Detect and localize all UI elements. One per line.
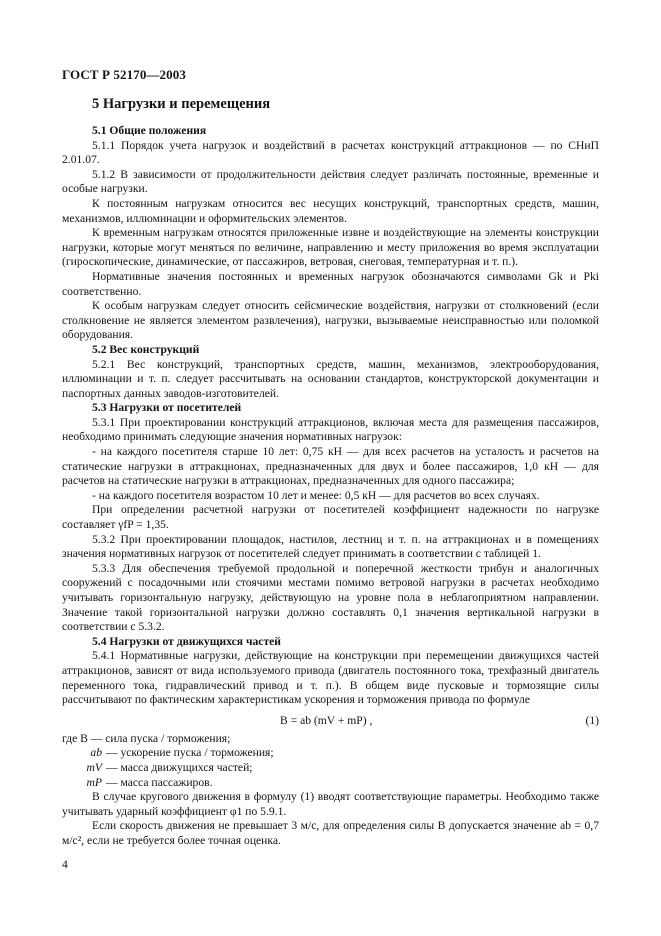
list-item: - на каждого посетителя старше 10 лет: 0,75 кН — для всех расчетов на усталость и расчетов на статические нагрузки в аттракционах, предназначенных для двух и более пассажиров, 1,0 кН — для расчетов на статические нагрузки в аттракционах, предназначенных для одного пассажира;	[62, 445, 599, 488]
legend-description: — масса пассажиров.	[106, 775, 213, 789]
legend-entry: где B — сила пуска / торможения;	[62, 731, 231, 745]
subsection-title-5-1: 5.1 Общие положения	[92, 124, 207, 137]
formula-legend	[62, 732, 599, 790]
standard-header: ГОСТ Р 52170—2003	[62, 67, 186, 82]
paragraph: К временным нагрузкам относятся приложенные извне и воздействующие на элементы конструкции нагрузки, которые могут меняться по величине, направлению и месту приложения во время эксплуатации (гироскопические, динамические, от пассажиров, ветровая, снеговая, температурная и т. п.).	[62, 226, 599, 269]
legend-symbol: ab	[90, 746, 102, 760]
paragraph: При определении расчетной нагрузки от посетителей коэффициент надежности по нагрузке составляет γfP = 1,35.	[62, 503, 599, 532]
legend-row	[62, 732, 599, 747]
paragraph: 5.3.1 При проектировании конструкций аттракционов, включая места для размещения пассажиров, необходимо принимать следующие значения нормативных нагрузок:	[62, 415, 599, 444]
legend-description: — масса движущихся частей;	[106, 760, 253, 774]
paragraph: 5.1.1 Порядок учета нагрузок и воздействий в расчетах конструкций аттракционов — по СНиП 2.01.07.	[62, 138, 599, 167]
subsection-title-5-3: 5.3 Нагрузки от посетителей	[92, 401, 242, 415]
paragraph: Нормативные значения постоянных и временных нагрузок обозначаются символами Gk и Pki соответственно.	[62, 269, 599, 298]
paragraph: К постоянным нагрузкам относится вес несущих конструкций, транспортных средств, машин, механизмов, иллюминации и оформительских элементов.	[62, 196, 599, 225]
paragraph: В случае кругового движения в формулу (1) вводят соответствующие параметры. Необходимо также учитывать ударный коэффициент φ1 по 5.9.1.	[62, 790, 599, 818]
paragraph: Если скорость движения не превышает 3 м/с, для определения силы B допускается значение ab = 0,7 м/с², если не требуется более точная оценка.	[62, 819, 599, 847]
legend-symbol: mP	[86, 775, 102, 789]
legend-symbol: mV	[86, 760, 102, 774]
formula-number: (1)	[585, 713, 599, 727]
paragraph: 5.3.2 При проектировании площадок, настилов, лестниц и т. п. на аттракционах и в помещениях значения нормативных нагрузок от посетителей следует принимать в соответствии с таблицей 1.	[62, 532, 599, 561]
formula-expression: B = ab (mV + mP) ,	[280, 713, 373, 727]
section-title: 5 Нагрузки и перемещения	[92, 96, 271, 112]
page-number: 4	[62, 858, 68, 871]
legend-description: — ускорение пуска / торможения;	[106, 746, 274, 760]
legend-row	[62, 746, 599, 761]
list-item: - на каждого посетителя возрастом 10 лет и менее: 0,5 кН — для расчетов во всех случаях.	[92, 488, 540, 502]
paragraph: 5.4.1 Нормативные нагрузки, действующие на конструкции при перемещении движущихся частей аттракционов, зависят от вида используемого привода (двигатель постоянного тока, трехфазный двигатель переменного тока, гидравлический привод и т. п.). В общем виде пусковые и тормозящие силы рассчитывают по фактическим характеристикам ускорения и торможения привода по формуле	[62, 649, 599, 707]
subsection-title-5-2: 5.2 Вес конструкций	[92, 342, 200, 356]
paragraph: К особым нагрузкам следует относить сейсмические воздействия, нагрузки от столкновений (если столкновение не является элементом развлечения), нагрузки, вызываемые неисправностью или поломкой оборудования.	[62, 299, 599, 342]
paragraph: 5.1.2 В зависимости от продолжительности действия следует различать постоянные, временные и особые нагрузки.	[62, 167, 599, 196]
subsection-title-5-4: 5.4 Нагрузки от движущихся частей	[92, 634, 281, 648]
formula-1	[62, 712, 599, 730]
paragraph: 5.3.3 Для обеспечения требуемой продольной и поперечной жесткости трибун и аналогичных сооружений с посадочными или стоячими местами помимо ветровой нагрузки в расчетах необходимо учитывать горизонтальную нагрузку, действующую на уровне пола в неблагоприятном направлении. Значение такой горизонтальной нагрузки должно составлять 0,1 значения вертикальной нагрузки в соответствии с 5.3.2.	[62, 561, 599, 634]
paragraph: 5.2.1 Вес конструкций, транспортных средств, машин, механизмов, электрооборудования, иллюминации и т. п. следует рассчитывать на основании стандартов, конструкторской документации и паспортных данных заводов-изготовителей.	[62, 357, 599, 400]
legend-row	[62, 761, 599, 776]
legend-row	[62, 776, 599, 791]
document-body	[62, 124, 599, 849]
